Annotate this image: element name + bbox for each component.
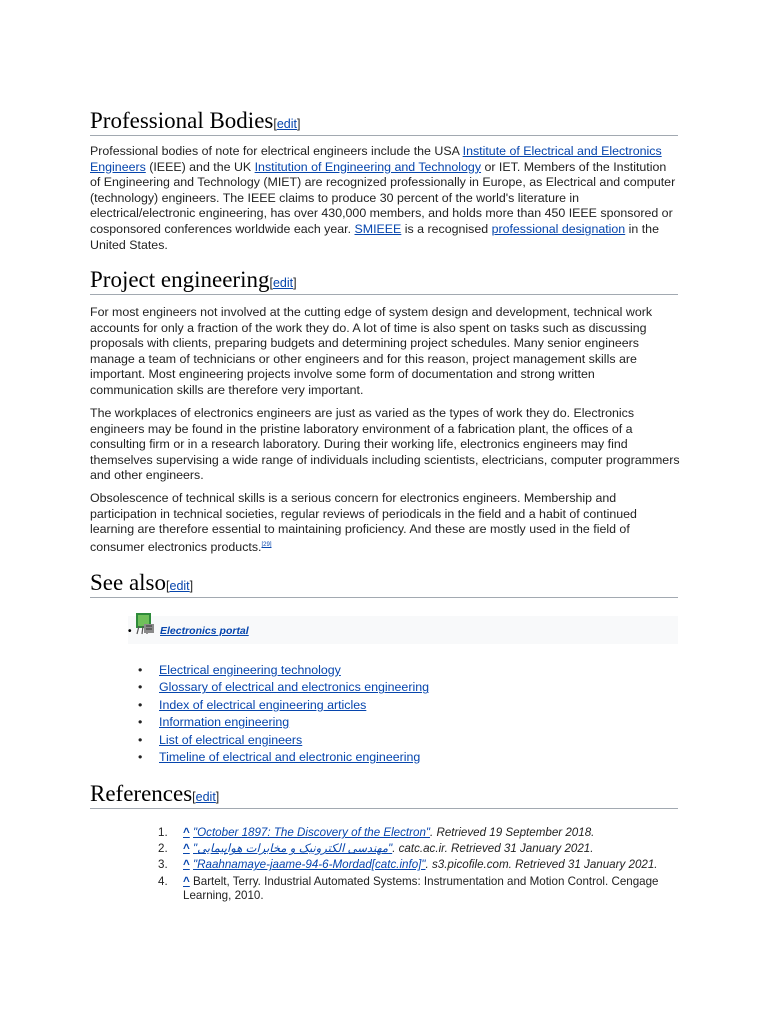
reference-number: 1. — [158, 826, 168, 839]
heading-text: Professional Bodies — [90, 108, 274, 133]
reference-link[interactable]: "مهندسی الکترونیک و مخابرات هواپیمایی" — [193, 842, 393, 856]
edit-link[interactable]: edit — [195, 790, 216, 804]
list-item — [138, 697, 429, 714]
edit-section: [edit] — [273, 117, 301, 131]
back-reference-caret[interactable]: ^ — [183, 826, 190, 839]
back-reference-caret[interactable]: ^ — [183, 858, 190, 872]
reference-link[interactable]: "October 1897: The Discovery of the Electron" — [193, 826, 431, 839]
reference-item — [158, 842, 678, 856]
section-heading-see-also — [90, 570, 678, 598]
paragraph-project-engineering-3: Obsolescence of technical skills is a serious concern for electronics engineers. Membership and participation in technical societies, regular reviews of periodicals in the field and a habit of continued learning are therefore essential to maintaining proficiency. And these are mostly used in the field of consumer electronics products.[29] — [90, 491, 637, 554]
heading-text: References — [90, 781, 193, 806]
reference-item — [158, 875, 678, 903]
reference-link[interactable]: "Raahnamaye-jaame-94-6-Mordad[catc.info]" — [193, 858, 426, 872]
link-smieee[interactable]: SMIEEE — [354, 221, 402, 236]
list-bullet: • — [138, 715, 143, 730]
edit-section: [edit] — [166, 579, 194, 593]
heading-text: Project engineering — [90, 267, 270, 292]
portal-box — [128, 616, 678, 644]
link-professional-designation[interactable]: professional designation — [491, 221, 626, 236]
edit-section: [edit] — [192, 790, 220, 804]
section-heading-references — [90, 781, 678, 809]
citation-link[interactable]: [29] — [261, 541, 272, 548]
list-bullet: • — [138, 663, 143, 677]
see-also-link[interactable]: Electrical engineering technology — [159, 663, 341, 677]
reference-text: Bartelt, Terry. Industrial Automated Systems: Instrumentation and Motion Control. Cengage Learning, 2010. — [183, 874, 659, 902]
reference-source: . s3.picofile.com. Retrieved 31 January 2021. — [425, 858, 658, 872]
list-bullet: • — [138, 750, 143, 765]
reference-item — [158, 858, 678, 872]
reference-source: . catc.ac.ir. Retrieved 31 January 2021. — [392, 842, 594, 856]
list-bullet: • — [138, 680, 143, 695]
back-reference-caret[interactable]: ^ — [183, 842, 190, 856]
reference-item — [158, 826, 678, 840]
paragraph-professional-bodies: Professional bodies of note for electrical engineers include the USA Institute of Electrical and Electronics Engineers (IEEE) and the UK Institution of Engineering and Technology or IET. Members of the Institution of Engineering and Technology (MIET) are recognized professionally in Europe, as Electrical and computer (technology) engineers. The IEEE claims to produce 30 percent of the world's literature in electrical/electronic engineering, has over 430,000 members, and holds more than 450 IEEE sponsored or cosponsored conferences worldwide each year. SMIEEE is a recognised professional designation in the United States. — [90, 144, 676, 252]
edit-link[interactable]: edit — [169, 579, 190, 593]
heading-text: See also — [90, 570, 167, 595]
see-also-link[interactable]: Glossary of electrical and electronics engineering — [159, 680, 429, 695]
list-bullet: • — [138, 697, 143, 712]
reference-number: 4. — [158, 874, 168, 888]
electronics-portal-link[interactable]: Electronics portal — [160, 625, 249, 637]
list-bullet: • — [138, 732, 143, 747]
see-also-link[interactable]: Index of electrical engineering articles — [159, 697, 367, 712]
paragraph-project-engineering-2: The workplaces of electronics engineers are just as varied as the types of work they do. Electronics engineers may be found in the pristine laboratory environment of a fabrication plant, the offices of a consulting firm or in a research laboratory. During their working life, electronics engineers may find themselves supervising a wide range of individuals including scientists, electricians, computer programmers and other engineers. — [90, 406, 680, 483]
see-also-link[interactable]: List of electrical engineers — [159, 732, 303, 747]
see-also-link[interactable]: Timeline of electrical and electronic engineering — [159, 750, 421, 765]
link-ieee[interactable]: Institute of Electrical and Electronics Engineers — [90, 144, 662, 174]
reference-number: 3. — [158, 858, 168, 872]
list-item — [138, 714, 429, 731]
edit-link[interactable]: edit — [276, 117, 297, 131]
section-heading-project-engineering — [90, 267, 678, 295]
electronics-portal-icon — [134, 612, 156, 636]
see-also-list — [138, 662, 429, 766]
reference-number: 2. — [158, 842, 168, 856]
paragraph-project-engineering-1: For most engineers not involved at the cutting edge of system design and development, technical work accounts for only a fraction of the work they do. A lot of time is also spent on tasks such as discussing proposals with clients, preparing budgets and determining project schedules. Many senior engineers manage a team of technicians or other engineers and for this reason, project management skills are important. Most engineering projects involve some form of documentation and strong written communication skills are therefore very important. — [90, 305, 653, 397]
list-item — [138, 662, 429, 679]
list-item — [138, 749, 429, 766]
section-heading-professional-bodies — [90, 108, 678, 136]
see-also-link[interactable]: Information engineering — [159, 715, 290, 730]
edit-link[interactable]: edit — [272, 276, 294, 290]
reference-source: . Retrieved 19 September 2018. — [430, 826, 595, 839]
list-item — [138, 679, 429, 696]
list-item — [138, 732, 429, 749]
references-list — [158, 826, 678, 905]
link-iet[interactable]: Institution of Engineering and Technology — [254, 159, 482, 174]
back-reference-caret[interactable]: ^ — [183, 874, 190, 888]
portal-bullet: • — [128, 626, 132, 637]
edit-section: [edit] — [269, 276, 297, 290]
